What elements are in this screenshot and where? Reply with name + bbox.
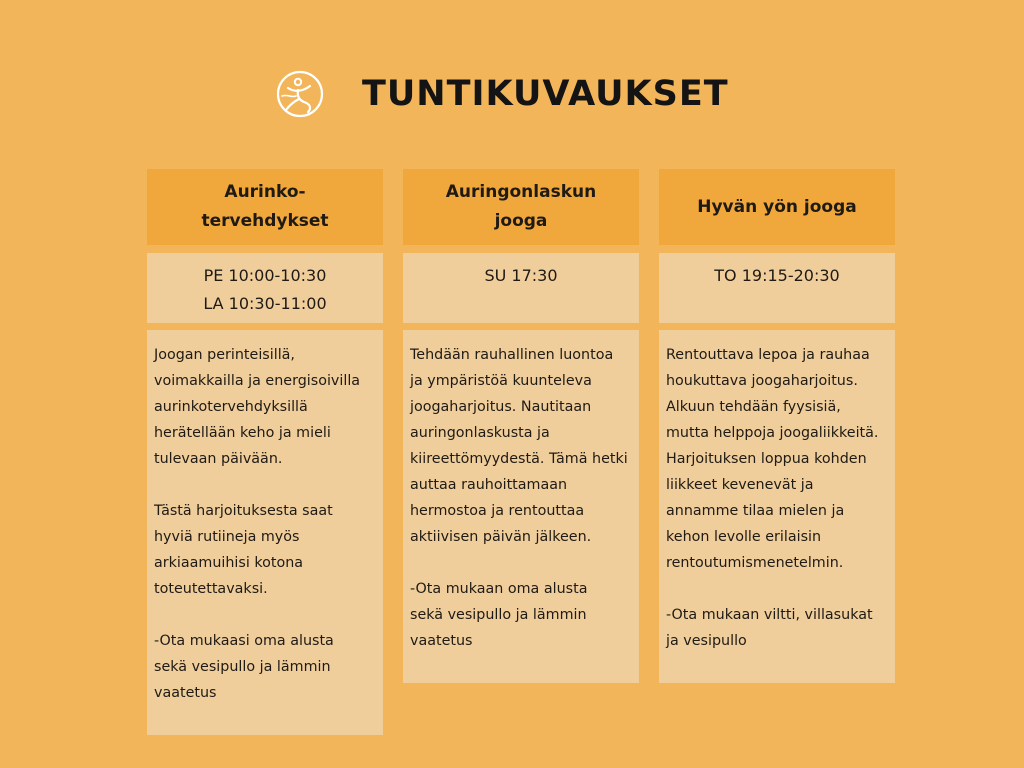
class-description: [147, 330, 383, 735]
description-paragraph: -Ota mukaasi oma alusta sekä vesipullo ja lämmin vaatetus: [154, 633, 334, 701]
class-title: [147, 169, 383, 245]
class-schedule: [659, 253, 895, 323]
class-title-text: Aurinko- tervehdykset: [201, 182, 329, 231]
schedule-time: PE 10:00-10:30: [203, 266, 327, 285]
class-card-aurinkotervehdykset: [147, 169, 383, 735]
class-card-hyvan-yon-jooga: [659, 169, 895, 683]
class-description: [659, 330, 895, 683]
schedule-time: LA 10:30-11:00: [203, 294, 327, 313]
class-schedule: [147, 253, 383, 323]
description-paragraph: -Ota mukaan oma alusta sekä vesipullo ja lämmin vaatetus: [410, 581, 588, 649]
page-title: TUNTIKUVAUKSET: [362, 74, 729, 114]
class-title-text: Auringonlaskun jooga: [445, 182, 597, 231]
description-paragraph: Tehdään rauhallinen luontoa ja ympäristöä kuunteleva joogaharjoitus. Nautitaan auringonlaskusta ja kiireettömyydestä. Tämä hetki auttaa rauhoittamaan hermostoa ja rentouttaa aktiivisen päivän jälkeen.: [410, 347, 628, 545]
class-title-text: Hyvän yön jooga: [697, 196, 857, 217]
page-header: [274, 66, 729, 122]
yoga-figure-icon: [274, 68, 326, 120]
description-paragraph: Tästä harjoituksesta saat hyviä rutiineja myös arkiaamuihisi kotona toteutettavaksi.: [154, 503, 333, 597]
class-title: [403, 169, 639, 245]
schedule-time: SU 17:30: [484, 266, 558, 285]
schedule-time: TO 19:15-20:30: [714, 266, 840, 285]
class-description: [403, 330, 639, 683]
description-paragraph: Rentouttava lepoa ja rauhaa houkuttava joogaharjoitus. Alkuun tehdään fyysisiä, mutta helppoja joogaliikkeitä. Harjoituksen loppua kohden liikkeet kevenevät ja annamme tilaa mielen ja kehon levolle erilaisin rentoutumismenetelmin.: [666, 347, 879, 571]
class-schedule: [403, 253, 639, 323]
description-paragraph: -Ota mukaan viltti, villasukat ja vesipullo: [666, 607, 873, 649]
class-card-auringonlaskun-jooga: [403, 169, 639, 683]
class-title: [659, 169, 895, 245]
description-paragraph: Joogan perinteisillä, voimakkailla ja energisoivilla aurinkotervehdyksillä herätellään keho ja mieli tulevaan päivään.: [154, 347, 361, 467]
